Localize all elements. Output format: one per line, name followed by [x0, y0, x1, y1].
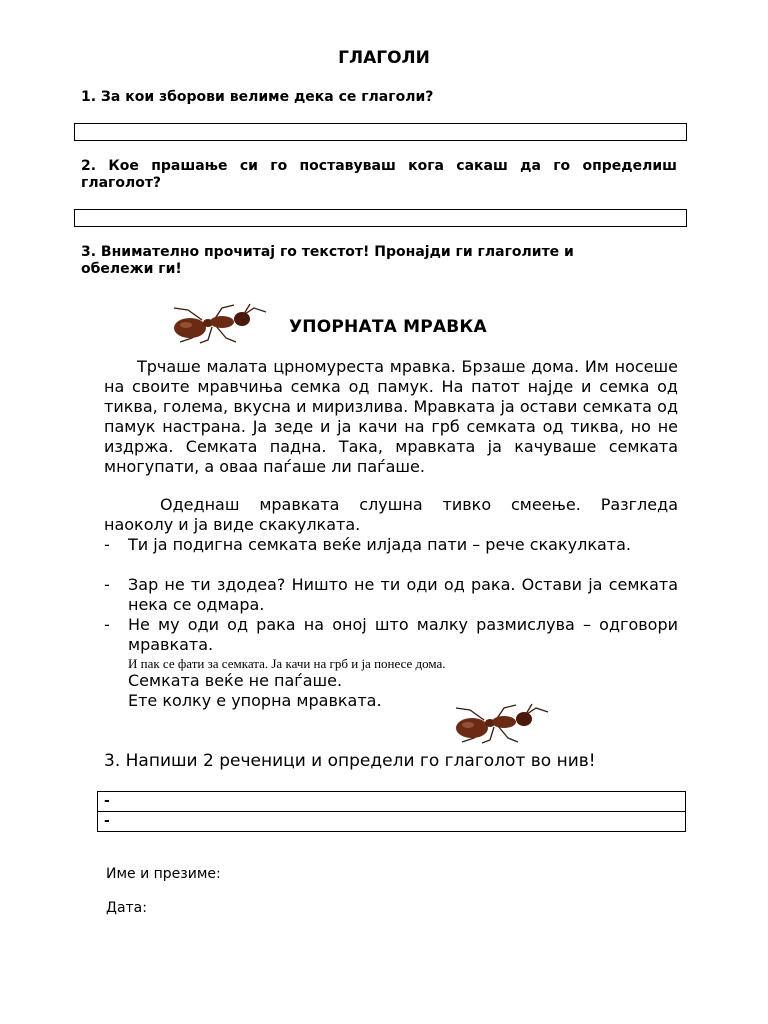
story-line-2: Семката веќе не паѓаше.: [128, 671, 343, 690]
story-title: УПОРНАТА МРАВКА: [289, 317, 487, 337]
answer-table: [97, 791, 686, 832]
dialogue-line-2: Зар не ти здодеа? Ништо не ти оди од рака. Остави ја семката нека се одмара.: [128, 575, 678, 614]
answer-row-2[interactable]: -: [97, 811, 686, 832]
story-paragraph-2: Одеднаш мравката слушна тивко смеење. Разгледа наоколу и ја виде скакулката.: [104, 495, 678, 534]
ant-icon: [150, 302, 268, 344]
dialogue-bullet: -: [104, 535, 110, 554]
answer-box-2[interactable]: [74, 209, 687, 227]
dialogue-line-1: Ти ја подигна семката веќе илјада пати – рече скакулката.: [128, 535, 631, 554]
dialogue-line-3: Не му оди од рака на оној што малку размислува – одговори мравката.: [128, 615, 678, 654]
question-2: 2. Кое прашање си го поставуваш кога сакаш да го определиш глаголот?: [81, 158, 677, 191]
dialogue-bullet: -: [104, 575, 110, 594]
name-label: Име и презиме:: [106, 866, 221, 882]
dialogue-bullet: -: [104, 615, 110, 634]
question-3: 3. Внимателно прочитај го текстот! Пронајди ги глаголите и обележи ги!: [81, 244, 574, 277]
story-line-3: Ете колку е упорна мравката.: [128, 691, 382, 710]
answer-box-1[interactable]: [74, 123, 687, 141]
question-1: 1. За кои зборови велиме дека се глаголи?: [81, 89, 434, 105]
answer-row-1[interactable]: -: [97, 791, 686, 811]
story-paragraph-1: Трчаше малата црномуреста мравка. Брзаше дома. Им носеше на своите мравчиња семка од памук. На патот најде и семка од тиква, голема, вкусна и миризлива. Мравката ја остави семката од памук настрана. Ја зеде и ја качи на грб семката од тиква, но не издржа. Семката падна. Така, мравката ја качуваше семката многупати, а оваа паѓаше ли паѓаше.: [104, 357, 678, 476]
ant-icon: [432, 702, 550, 744]
page-title: ГЛАГОЛИ: [338, 48, 430, 68]
date-label: Дата:: [106, 900, 147, 916]
story-line-serif: И пак се фати за семката. Ја качи на грб и ја понесе дома.: [128, 656, 446, 671]
task-3-heading: 3. Напиши 2 реченици и определи го глаголот во нив!: [104, 751, 596, 771]
